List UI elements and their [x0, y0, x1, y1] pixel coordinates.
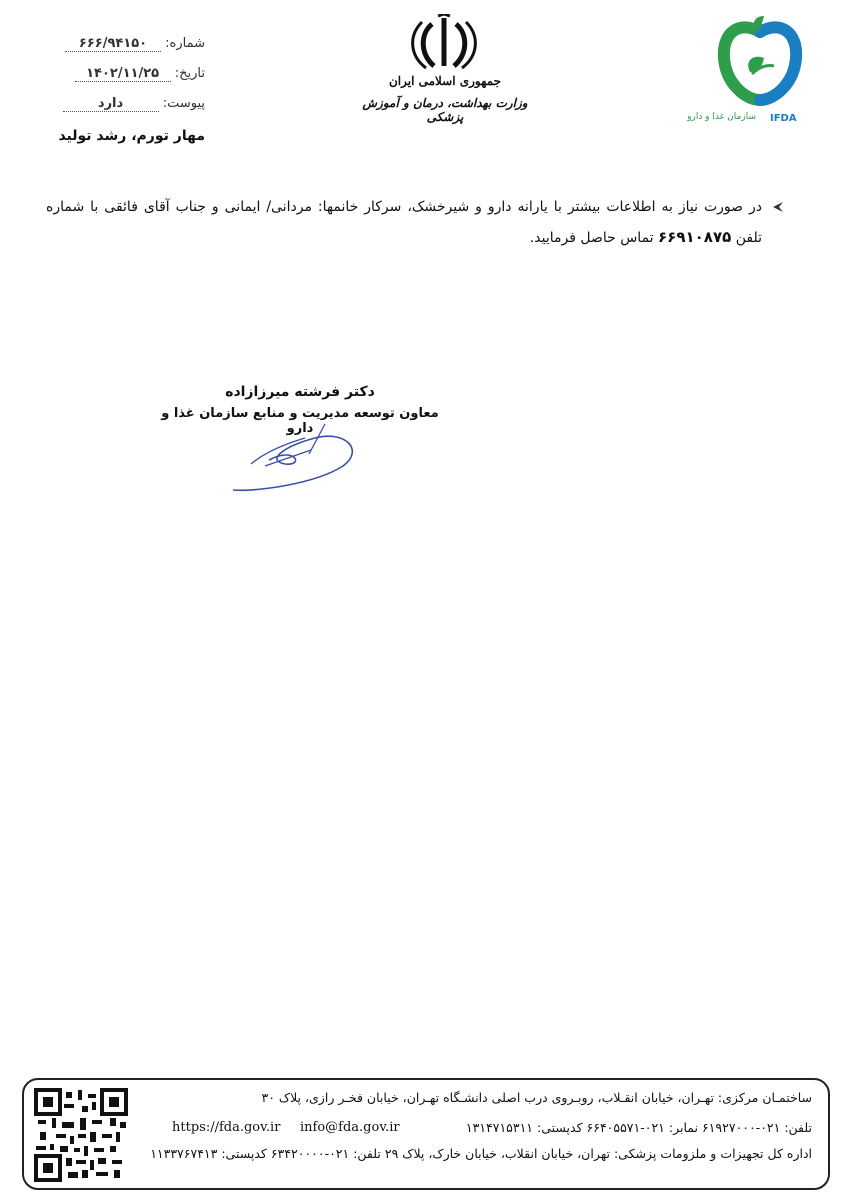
attachment-row	[63, 96, 205, 112]
ifda-logo-abbr: IFDA	[770, 113, 797, 124]
ifda-logo-icon	[700, 14, 820, 114]
letter-meta	[40, 36, 205, 156]
bullet-arrow-icon	[770, 199, 784, 213]
ifda-logo	[687, 14, 820, 129]
emblem-icon	[404, 14, 484, 74]
body-paragraph	[46, 192, 762, 253]
qr-code-icon	[34, 1088, 128, 1182]
footer-address: ساختمـان مرکزی: تهـران، خیابان انقـلاب، روبـروی درب اصلی دانشـگاه تهـران، خیابان فخـر رازی، پلاک ۳۰	[261, 1090, 812, 1105]
subject-line: مهار تورم، رشد تولید	[58, 128, 205, 144]
signer-name: دکتر فرشته میرزازاده	[225, 384, 375, 400]
attachment-label: پیوست:	[162, 96, 205, 111]
footer-email[interactable]: info@fda.gov.ir	[300, 1120, 400, 1135]
body-line-2: تماس حاصل فرمایید.	[529, 230, 654, 246]
footer-dept-line: اداره کل تجهیزات و ملزومات پزشکی: تهران، خیابان انقلاب، خیابان خارک، پلاک ۲۹ تلفن: ۰۲۱-۶۳۴۲۰۰۰۰ کدپستی: ۱۱۳۳۷۶۷۴۱۳	[150, 1146, 812, 1161]
number-value: ۶۶۶/۹۴۱۵۰	[65, 36, 161, 52]
contact-phone: ۶۶۹۱۰۸۷۵	[658, 228, 732, 246]
date-label: تاریخ:	[174, 66, 205, 81]
number-row	[65, 36, 205, 52]
ifda-logo-text: سازمان غذا و دارو	[687, 112, 756, 122]
footer-box	[22, 1078, 830, 1190]
handwritten-signature	[225, 420, 365, 500]
iran-emblem	[404, 14, 484, 74]
signer-title: معاون توسعه مدیریت و منابع سازمان غذا و دارو	[161, 406, 439, 436]
number-label: شماره:	[165, 36, 205, 51]
footer-phone-line: تلفن: ۰۲۱-۶۱۹۲۷۰۰۰ نمابر: ۰۲۱-۶۶۴۰۵۵۷۱ کدپستی: ۱۳۱۴۷۱۵۳۱۱	[465, 1120, 812, 1135]
date-value: ۱۴۰۲/۱۱/۲۵	[75, 66, 171, 82]
date-row	[75, 66, 205, 82]
emblem-line-2: وزارت بهداشت، درمان و آموزش پزشکی	[362, 96, 528, 124]
footer-website[interactable]: https://fda.gov.ir	[172, 1120, 281, 1135]
emblem-line-1: جمهوری اسلامی ایران	[388, 74, 502, 88]
attachment-value: دارد	[63, 96, 159, 112]
body-line-1: در صورت نیاز به اطلاعات بیشتر با یارانه دارو و شیرخشک، سرکار خانمها: مردانی/ ایمانی و جناب آقای فائقی با شماره تلفن	[46, 199, 762, 246]
